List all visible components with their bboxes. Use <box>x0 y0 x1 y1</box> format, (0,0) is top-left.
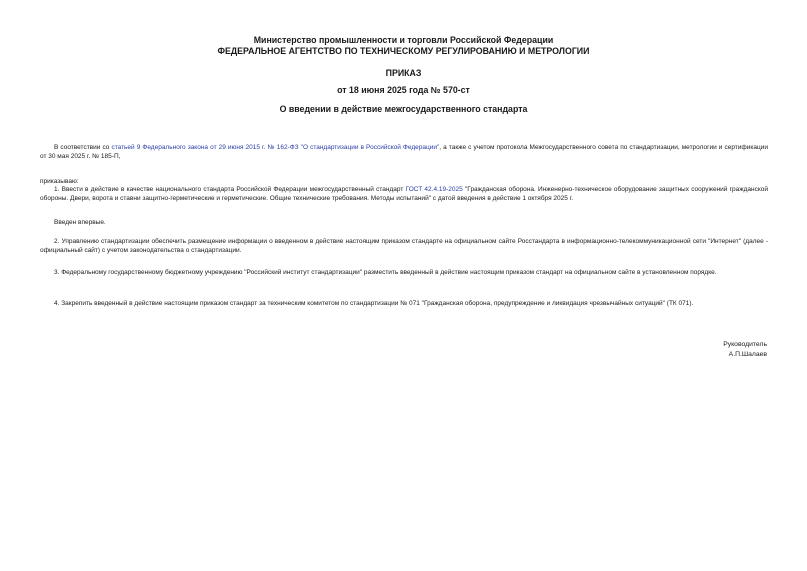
paragraph-item-4: 4. Закрепить введенный в действие настоящим приказом стандарт за техническим комитетом по стандартизации № 071 "Гражданская оборона, предупреждение и ликвидация чрезвычайных ситуаций" (ТК 071). <box>54 300 694 307</box>
document-subject: О введении в действие межгосударственного стандарта <box>279 104 528 114</box>
paragraph-introduced-first: Введен впервые. <box>54 219 106 226</box>
document-type: ПРИКАЗ <box>385 68 422 78</box>
signatory-position: Руководитель <box>723 341 767 348</box>
signature-block <box>723 340 767 360</box>
gost-link[interactable]: ГОСТ 42.4.19-2025 <box>405 186 463 193</box>
ministry-name: Министерство промышленности и торговли Российской Федерации <box>253 35 554 45</box>
paragraph-item-3: 3. Федеральному государственному бюджетному учреждению "Российский институт стандартизации" разместить введенный в действие настоящим приказом стандарт на официальном сайте в установленном порядке. <box>54 269 717 276</box>
order-word: приказываю: <box>40 178 79 185</box>
document-date-number: от 18 июня 2025 года № 570-ст <box>337 85 470 95</box>
header-block <box>0 35 807 57</box>
paragraph-item-2: 2. Управлению стандартизации обеспечить размещение информации о введенном в действие настоящим приказом стандарте на официальном сайте Росстандарта в информационно-телекоммуникационной сети "Интернет" (далее - официальный сайт) с учетом законодательства о стандартизации. <box>40 238 768 254</box>
paragraph-item-1 <box>40 185 768 203</box>
preamble-end: , а также с учетом протокола Межгосударственного совета по стандартизации, метрологии и сертификации от 30 мая 2025 г. № 185-П, <box>40 144 768 160</box>
law-link[interactable]: статьей 9 Федерального закона от 29 июня 2015 г. № 162-ФЗ "О стандартизации в Российской Федерации" <box>111 144 440 151</box>
preamble-start: В соответствии со <box>54 144 112 151</box>
item-1-end: "Гражданская оборона. Инженерно-техническое оборудование защитных сооружений гражданской обороны. Двери, ворота и ставни защитно-герметические и герметические. Общие технические требования. Методы испытаний" с датой введения в действие 1 октября 2025 г. <box>40 186 769 202</box>
item-1-start: 1. Ввести в действие в качестве национального стандарта Российской Федерации межгосударственный стандарт <box>54 186 406 193</box>
paragraph-preamble <box>40 143 768 161</box>
agency-name: ФЕДЕРАЛЬНОЕ АГЕНТСТВО ПО ТЕХНИЧЕСКОМУ РЕГУЛИРОВАНИЮ И МЕТРОЛОГИИ <box>217 46 590 56</box>
signatory-name: А.П.Шалаев <box>728 351 767 358</box>
